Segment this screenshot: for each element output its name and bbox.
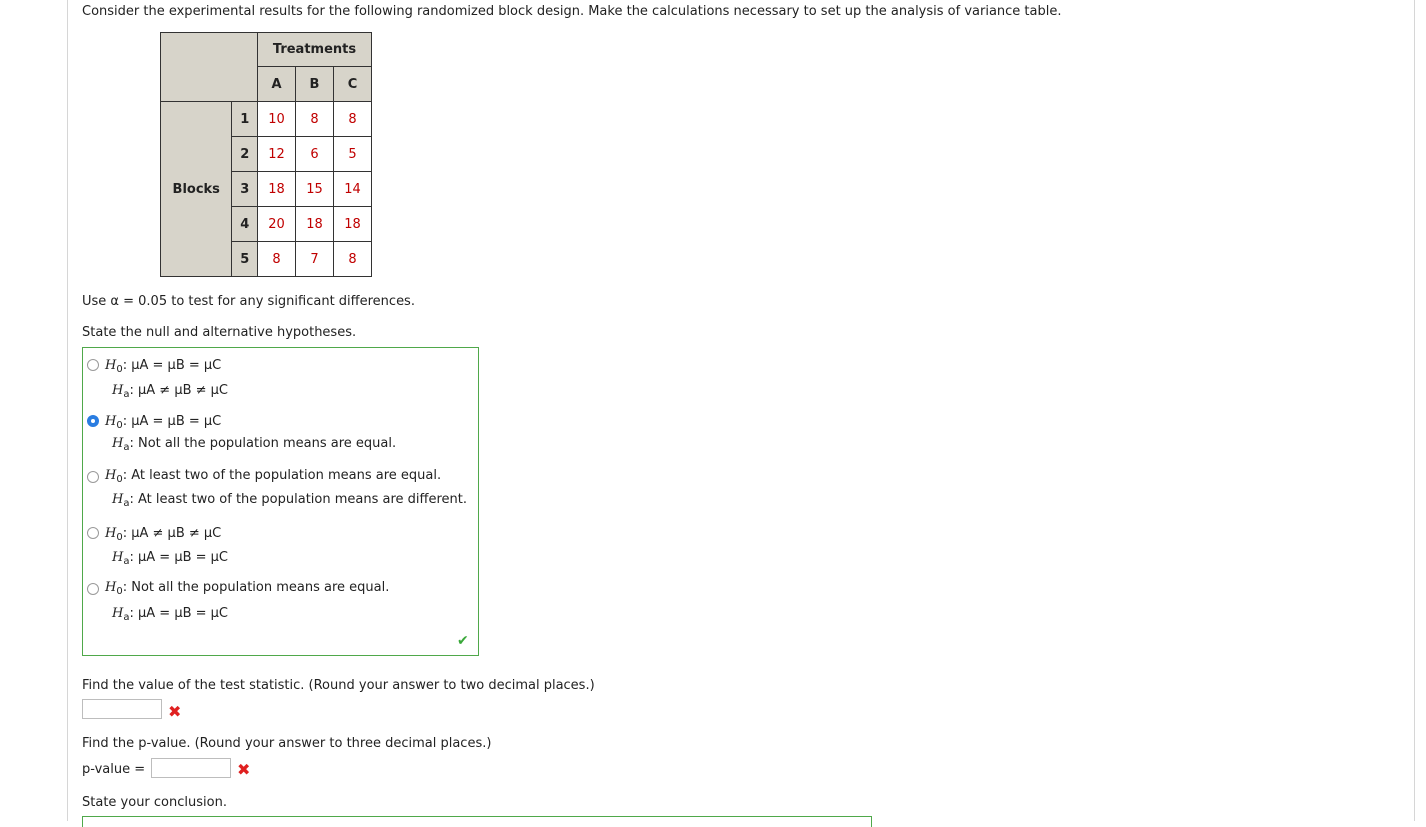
pvalue-label: p-value = [82, 762, 146, 777]
test-stat-input[interactable] [82, 699, 162, 719]
correct-check-icon: ✔ [457, 633, 469, 649]
table-cell: 18 [296, 207, 334, 242]
option-4-h0: $H_0$: μA ≠ μB ≠ μC [105, 526, 222, 543]
block-design-table [160, 32, 372, 277]
col-header: B [296, 67, 334, 102]
radio-button[interactable] [87, 527, 99, 539]
incorrect-x-icon: ✖ [237, 760, 251, 779]
left-page-border [67, 0, 68, 821]
table-cell: 15 [296, 172, 334, 207]
table-cell: 18 [334, 207, 372, 242]
radio-button[interactable] [87, 359, 99, 371]
option-3-ha: $H_a$: At least two of the population means are different. [112, 492, 467, 509]
treatments-header: Treatments [258, 33, 372, 67]
pvalue-input[interactable] [151, 758, 231, 778]
table-cell: 8 [334, 102, 372, 137]
option-5-h0: $H_0$: Not all the population means are equal. [105, 580, 390, 597]
intro-text: Consider the experimental results for the following randomized block design. Make the calculations necessary to set up the analysis of variance table. [82, 4, 1062, 19]
option-2-h0: $H_0$: μA = μB = μC [105, 414, 222, 431]
test-stat-prompt: Find the value of the test statistic. (Round your answer to two decimal places.) [82, 678, 595, 693]
right-page-border [1414, 0, 1415, 821]
radio-button[interactable] [87, 583, 99, 595]
table-cell: 12 [258, 137, 296, 172]
block-number: 3 [232, 172, 258, 207]
option-1-ha: $H_a$: μA ≠ μB ≠ μC [112, 383, 229, 400]
block-number: 4 [232, 207, 258, 242]
table-cell: 5 [334, 137, 372, 172]
table-cell: 14 [334, 172, 372, 207]
blocks-label: Blocks [161, 102, 232, 277]
table-corner [161, 33, 258, 102]
table-cell: 6 [296, 137, 334, 172]
table-cell: 18 [258, 172, 296, 207]
radio-button[interactable] [87, 471, 99, 483]
hypotheses-options [82, 347, 479, 656]
option-4-ha: $H_a$: μA = μB = μC [112, 550, 229, 567]
block-number: 5 [232, 242, 258, 277]
table-cell: 8 [258, 242, 296, 277]
table-cell: 10 [258, 102, 296, 137]
conclusion-options-box [82, 816, 872, 827]
col-header: C [334, 67, 372, 102]
table-cell: 7 [296, 242, 334, 277]
radio-button-selected[interactable] [87, 415, 99, 427]
option-2-ha: $H_a$: Not all the population means are equal. [112, 436, 397, 453]
table-cell: 8 [296, 102, 334, 137]
option-3-h0: $H_0$: At least two of the population means are equal. [105, 468, 442, 485]
pvalue-prompt: Find the p-value. (Round your answer to three decimal places.) [82, 736, 492, 751]
col-header: A [258, 67, 296, 102]
block-number: 1 [232, 102, 258, 137]
option-1-h0: $H_0$: μA = μB = μC [105, 358, 222, 375]
option-5-ha: $H_a$: μA = μB = μC [112, 606, 229, 623]
hypotheses-prompt: State the null and alternative hypotheses. [82, 325, 357, 340]
alpha-text: Use α = 0.05 to test for any significant differences. [82, 294, 415, 309]
table-cell: 8 [334, 242, 372, 277]
conclusion-prompt: State your conclusion. [82, 795, 227, 810]
table-cell: 20 [258, 207, 296, 242]
incorrect-x-icon: ✖ [168, 702, 182, 721]
block-number: 2 [232, 137, 258, 172]
